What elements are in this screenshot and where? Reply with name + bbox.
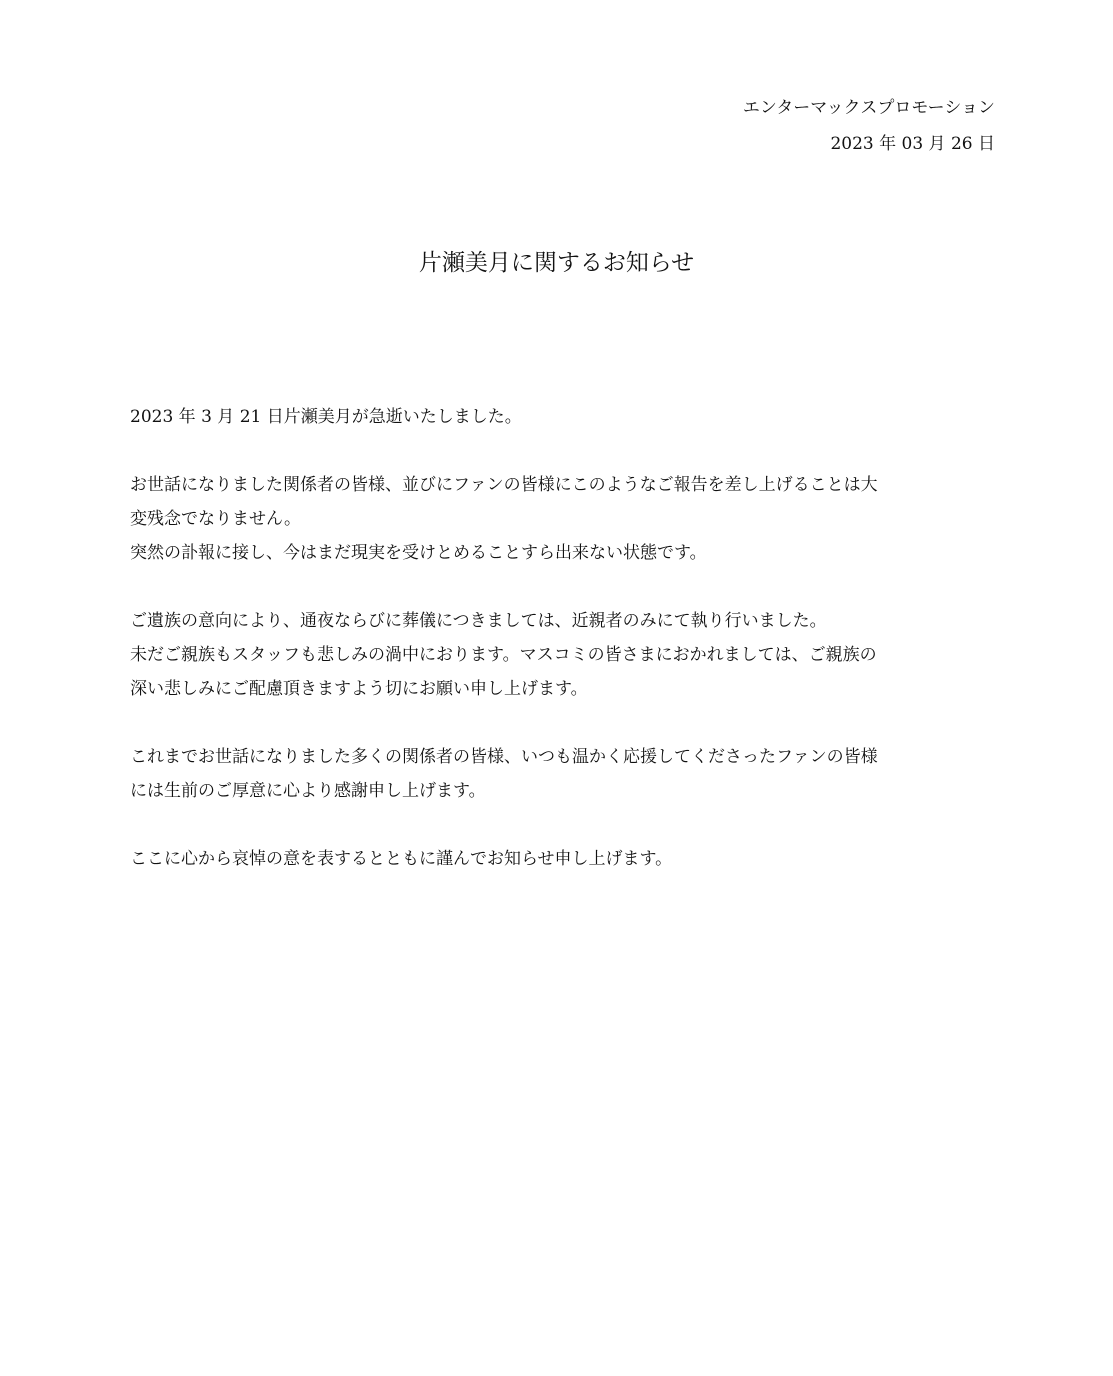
text-line: 2023 年 3 月 21 日片瀬美月が急逝いたしました。 — [130, 407, 522, 427]
text-line: お世話になりました関係者の皆様、並びにファンの皆様にこのようなご報告を差し上げることは大 — [130, 475, 878, 495]
text-line: には生前のご厚意に心より感謝申し上げます。 — [130, 781, 486, 801]
paragraph — [130, 468, 1010, 570]
text-line: 深い悲しみにご配慮頂きますよう切にお願い申し上げます。 — [130, 679, 588, 699]
text-line: ここに心から哀悼の意を表するとともに謹んでお知らせ申し上げます。 — [130, 849, 673, 869]
text-line: 突然の訃報に接し、今はまだ現実を受けとめることすら出来ない状態です。 — [130, 543, 707, 563]
paragraph — [130, 740, 1010, 808]
company-name: エンターマックスプロモーション — [742, 98, 995, 118]
page-title: 片瀬美月に関するお知らせ — [418, 250, 695, 276]
announcement-body — [130, 400, 1010, 876]
text-line: これまでお世話になりました多くの関係者の皆様、いつも温かく応援してくださったファンの皆様 — [130, 747, 878, 767]
paragraph — [130, 604, 1010, 706]
text-line: 変残念でなりません。 — [130, 509, 302, 529]
announcement-date: 2023 年 03 月 26 日 — [830, 134, 995, 154]
text-line: 未だご親族もスタッフも悲しみの渦中におります。マスコミの皆さまにおかれましては、ご親族の — [130, 645, 877, 665]
text-line: ご遺族の意向により、通夜ならびに葬儀につきましては、近親者のみにて執り行いました。 — [130, 611, 827, 631]
paragraph — [130, 400, 1010, 434]
paragraph — [130, 842, 1010, 876]
